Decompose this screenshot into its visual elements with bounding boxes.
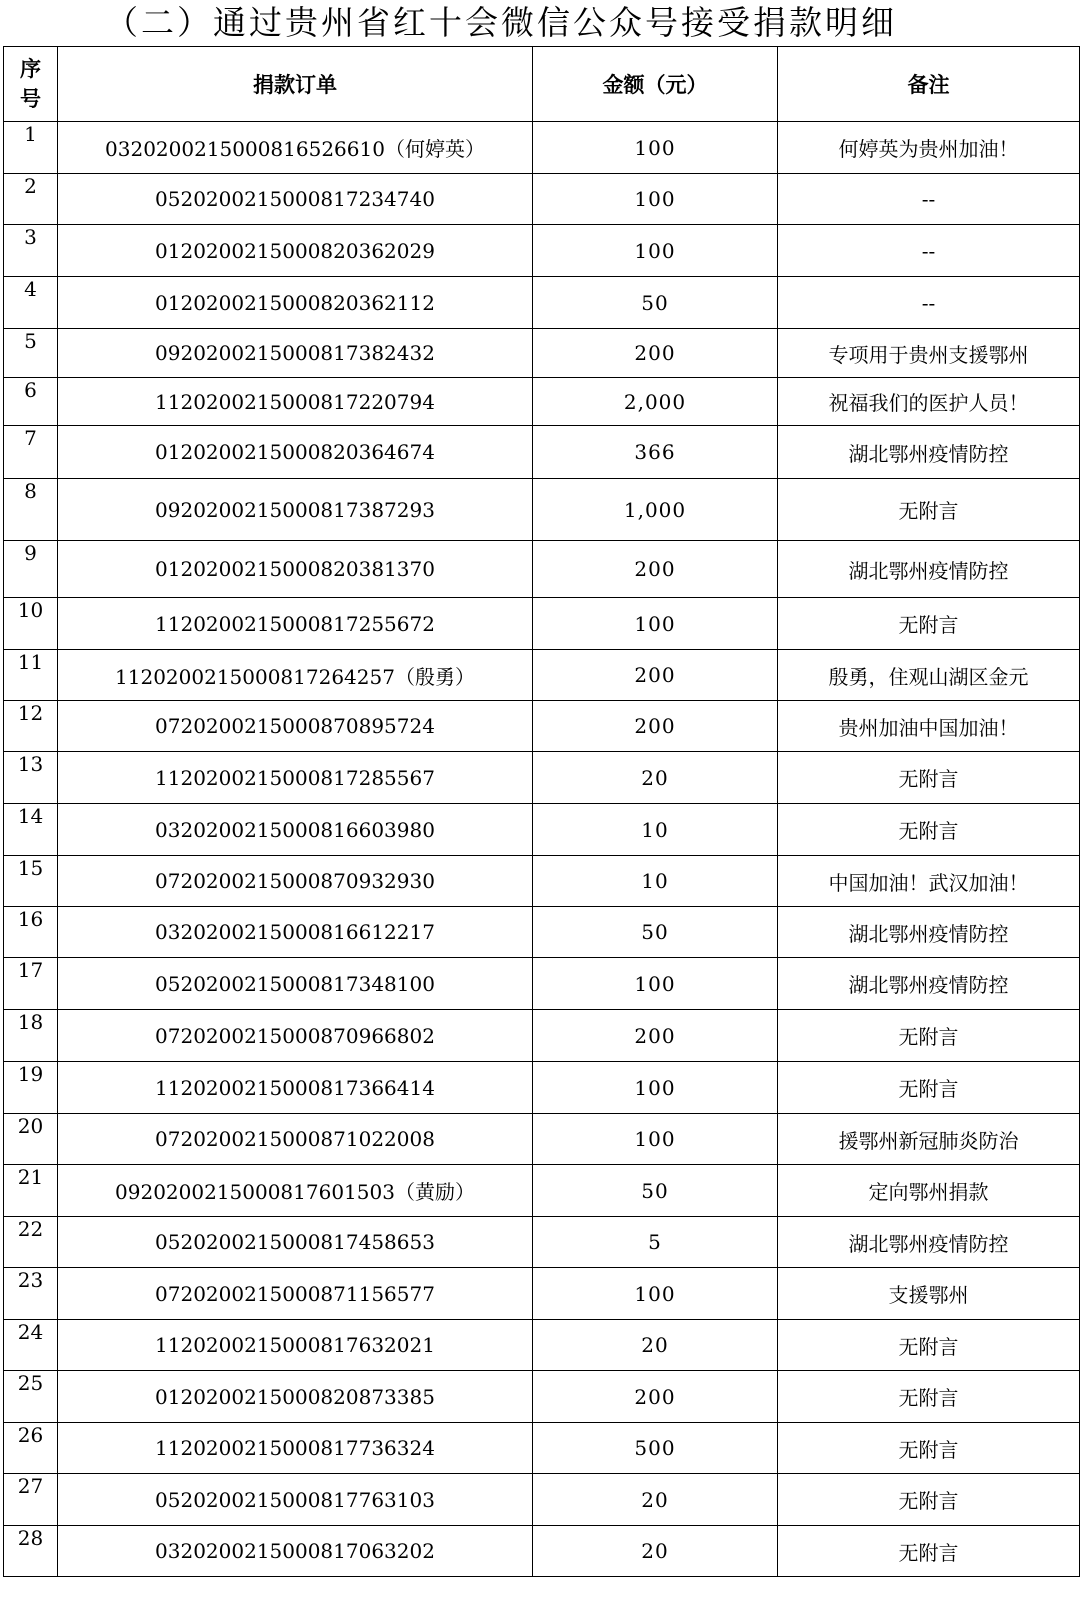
order-cell: 1120200215000817736324: [58, 1423, 533, 1474]
header-seq-line2: 号: [20, 87, 41, 111]
remark-cell: 定向鄂州捐款: [778, 1165, 1080, 1217]
table-row: [4, 1165, 1080, 1217]
seq-cell: 25: [4, 1371, 58, 1423]
amount-cell: 100: [533, 598, 778, 650]
seq-cell: 12: [4, 701, 58, 752]
remark-cell: 湖北鄂州疫情防控: [778, 426, 1080, 479]
seq-cell: 22: [4, 1217, 58, 1268]
order-cell: 0120200215000820362029: [58, 225, 533, 277]
seq-cell: 4: [4, 277, 58, 329]
order-cell: 0320200215000817063202: [58, 1526, 533, 1577]
amount-cell: 100: [533, 122, 778, 174]
amount-cell: 200: [533, 1010, 778, 1062]
remark-cell: 殷勇，住观山湖区金元: [778, 650, 1080, 701]
seq-cell: 14: [4, 804, 58, 856]
order-cell: 1120200215000817264257（殷勇）: [58, 650, 533, 701]
table-row: [4, 122, 1080, 174]
amount-cell: 20: [533, 1474, 778, 1526]
table-row: [4, 598, 1080, 650]
table-row: [4, 1320, 1080, 1371]
amount-cell: 20: [533, 1526, 778, 1577]
seq-cell: 19: [4, 1062, 58, 1114]
order-cell: 0720200215000870895724: [58, 701, 533, 752]
seq-cell: 9: [4, 541, 58, 598]
table-row: [4, 856, 1080, 907]
table-row: [4, 804, 1080, 856]
seq-cell: 15: [4, 856, 58, 907]
page-title: （二）通过贵州省红十会微信公众号接受捐款明细: [105, 3, 897, 42]
seq-cell: 17: [4, 958, 58, 1010]
amount-cell: 200: [533, 1371, 778, 1423]
remark-cell: 无附言: [778, 479, 1080, 541]
order-cell: 1120200215000817220794: [58, 378, 533, 426]
header-amount: 金额（元）: [533, 47, 778, 122]
amount-cell: 100: [533, 225, 778, 277]
order-cell: 0520200215000817348100: [58, 958, 533, 1010]
table-row: [4, 277, 1080, 329]
table-row: [4, 1526, 1080, 1577]
table-row: [4, 752, 1080, 804]
remark-cell: 无附言: [778, 1371, 1080, 1423]
table-row: [4, 174, 1080, 225]
table-row: [4, 541, 1080, 598]
order-cell: 0120200215000820364674: [58, 426, 533, 479]
table-body: [4, 122, 1080, 1577]
order-cell: 0320200215000816603980: [58, 804, 533, 856]
seq-cell: 13: [4, 752, 58, 804]
table-row: [4, 1217, 1080, 1268]
amount-cell: 10: [533, 804, 778, 856]
remark-cell: 湖北鄂州疫情防控: [778, 907, 1080, 958]
seq-cell: 11: [4, 650, 58, 701]
seq-cell: 16: [4, 907, 58, 958]
table-row: [4, 1114, 1080, 1165]
order-cell: 0920200215000817382432: [58, 329, 533, 378]
table-row: [4, 1371, 1080, 1423]
remark-cell: 祝福我们的医护人员！: [778, 378, 1080, 426]
seq-cell: 26: [4, 1423, 58, 1474]
amount-cell: 50: [533, 1165, 778, 1217]
seq-cell: 10: [4, 598, 58, 650]
seq-cell: 24: [4, 1320, 58, 1371]
table-row: [4, 701, 1080, 752]
table-row: [4, 650, 1080, 701]
amount-cell: 366: [533, 426, 778, 479]
remark-cell: 无附言: [778, 598, 1080, 650]
order-cell: 0920200215000817601503（黄励）: [58, 1165, 533, 1217]
table-row: [4, 1010, 1080, 1062]
order-cell: 0720200215000870966802: [58, 1010, 533, 1062]
amount-cell: 2,000: [533, 378, 778, 426]
seq-cell: 21: [4, 1165, 58, 1217]
seq-cell: 5: [4, 329, 58, 378]
table-row: [4, 225, 1080, 277]
seq-cell: 7: [4, 426, 58, 479]
amount-cell: 200: [533, 701, 778, 752]
remark-cell: 湖北鄂州疫情防控: [778, 958, 1080, 1010]
remark-cell: 何婷英为贵州加油！: [778, 122, 1080, 174]
amount-cell: 50: [533, 277, 778, 329]
amount-cell: 500: [533, 1423, 778, 1474]
amount-cell: 1,000: [533, 479, 778, 541]
order-cell: 0320200215000816612217: [58, 907, 533, 958]
remark-cell: 湖北鄂州疫情防控: [778, 541, 1080, 598]
remark-cell: 无附言: [778, 752, 1080, 804]
amount-cell: 200: [533, 541, 778, 598]
amount-cell: 10: [533, 856, 778, 907]
seq-cell: 3: [4, 225, 58, 277]
order-cell: 0720200215000871156577: [58, 1268, 533, 1320]
order-cell: 1120200215000817632021: [58, 1320, 533, 1371]
remark-cell: 无附言: [778, 1010, 1080, 1062]
header-order: 捐款订单: [58, 47, 533, 122]
amount-cell: 100: [533, 958, 778, 1010]
order-cell: 0120200215000820381370: [58, 541, 533, 598]
remark-cell: 无附言: [778, 1474, 1080, 1526]
remark-cell: 支援鄂州: [778, 1268, 1080, 1320]
amount-cell: 100: [533, 1114, 778, 1165]
header-remark: 备注: [778, 47, 1080, 122]
amount-cell: 20: [533, 752, 778, 804]
header-row: [4, 47, 1080, 122]
order-cell: 1120200215000817285567: [58, 752, 533, 804]
amount-cell: 100: [533, 1268, 778, 1320]
seq-cell: 28: [4, 1526, 58, 1577]
remark-cell: 无附言: [778, 1320, 1080, 1371]
table-row: [4, 1474, 1080, 1526]
order-cell: 0320200215000816526610（何婷英）: [58, 122, 533, 174]
table-row: [4, 426, 1080, 479]
amount-cell: 200: [533, 329, 778, 378]
remark-cell: 贵州加油中国加油！: [778, 701, 1080, 752]
remark-cell: 专项用于贵州支援鄂州: [778, 329, 1080, 378]
seq-cell: 1: [4, 122, 58, 174]
remark-cell: 无附言: [778, 1062, 1080, 1114]
amount-cell: 200: [533, 650, 778, 701]
order-cell: 1120200215000817366414: [58, 1062, 533, 1114]
remark-cell: --: [778, 277, 1080, 329]
remark-cell: 无附言: [778, 1423, 1080, 1474]
order-cell: 0520200215000817458653: [58, 1217, 533, 1268]
remark-cell: --: [778, 174, 1080, 225]
seq-cell: 20: [4, 1114, 58, 1165]
amount-cell: 50: [533, 907, 778, 958]
table-row: [4, 378, 1080, 426]
table-row: [4, 958, 1080, 1010]
seq-cell: 6: [4, 378, 58, 426]
table-row: [4, 907, 1080, 958]
order-cell: 0520200215000817763103: [58, 1474, 533, 1526]
order-cell: 0120200215000820873385: [58, 1371, 533, 1423]
table-row: [4, 1268, 1080, 1320]
remark-cell: 无附言: [778, 1526, 1080, 1577]
table-row: [4, 1062, 1080, 1114]
header-seq-line1: 序: [20, 57, 41, 81]
remark-cell: 无附言: [778, 804, 1080, 856]
seq-cell: 2: [4, 174, 58, 225]
table-row: [4, 1423, 1080, 1474]
order-cell: 0720200215000870932930: [58, 856, 533, 907]
amount-cell: 5: [533, 1217, 778, 1268]
seq-cell: 18: [4, 1010, 58, 1062]
donation-table: [3, 46, 1080, 1577]
remark-cell: 援鄂州新冠肺炎防治: [778, 1114, 1080, 1165]
amount-cell: 100: [533, 174, 778, 225]
table-row: [4, 329, 1080, 378]
amount-cell: 20: [533, 1320, 778, 1371]
remark-cell: 中国加油！武汉加油！: [778, 856, 1080, 907]
table-row: [4, 479, 1080, 541]
seq-cell: 27: [4, 1474, 58, 1526]
order-cell: 1120200215000817255672: [58, 598, 533, 650]
remark-cell: 湖北鄂州疫情防控: [778, 1217, 1080, 1268]
seq-cell: 23: [4, 1268, 58, 1320]
order-cell: 0520200215000817234740: [58, 174, 533, 225]
amount-cell: 100: [533, 1062, 778, 1114]
header-seq: [4, 47, 58, 122]
order-cell: 0120200215000820362112: [58, 277, 533, 329]
remark-cell: --: [778, 225, 1080, 277]
order-cell: 0720200215000871022008: [58, 1114, 533, 1165]
order-cell: 0920200215000817387293: [58, 479, 533, 541]
seq-cell: 8: [4, 479, 58, 541]
